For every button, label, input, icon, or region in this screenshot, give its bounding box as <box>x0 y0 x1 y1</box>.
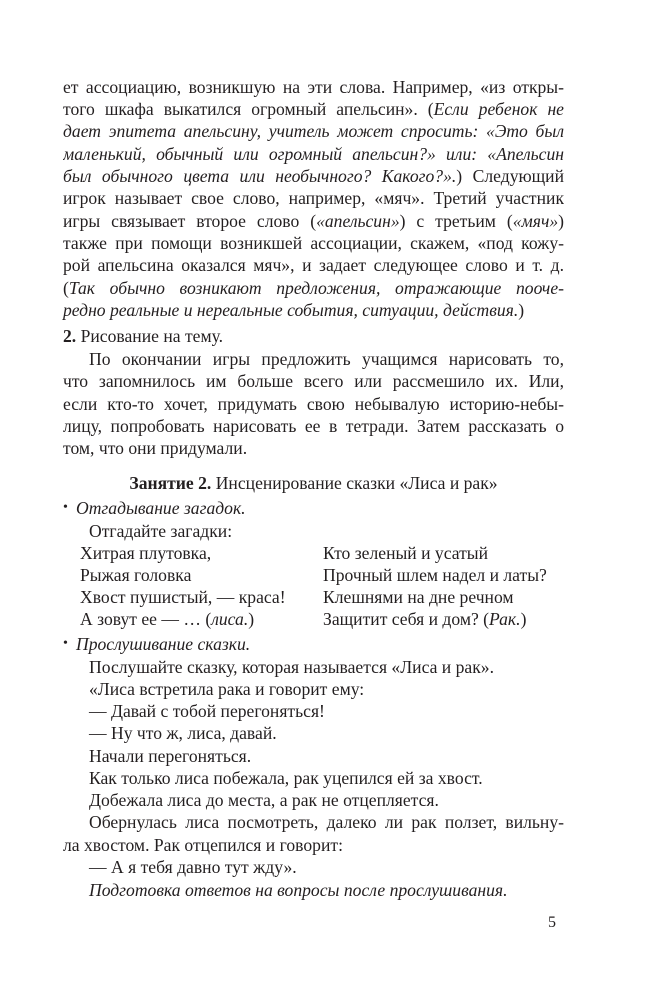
story-line: ла хвостом. Рак отцепился и говорит: <box>63 835 343 855</box>
text-line: ет ассоциацию, возникшую на эти слова. Например, «из откры- <box>63 77 564 97</box>
text-line: (Так обычно возникают предложения, отражающие пооче- <box>63 278 564 298</box>
story-line: Обернулась лиса посмотреть, далеко ли рак ползет, вильну- <box>89 812 564 832</box>
story-line: Как только лиса побежала, рак уцепился ей за хвост. <box>89 768 483 788</box>
story-line: Послушайте сказку, которая называется «Лиса и рак». <box>89 657 494 677</box>
listening-closing: Подготовка ответов на вопросы после прослушивания. <box>89 880 508 900</box>
text-line: если кто-то хочет, придумать свою небывалую историю-небы- <box>63 394 564 414</box>
text-line: также при помощи возникшей ассоциации, скажем, «под кожу- <box>63 233 564 253</box>
page-number: 5 <box>548 914 556 931</box>
lesson-title: Инсценирование сказки «Лиса и рак» <box>211 473 498 493</box>
riddles-heading: Отгадывание загадок. <box>76 498 246 518</box>
riddles-intro: Отгадайте загадки: <box>89 521 233 541</box>
story-line: — А я тебя давно тут жду». <box>89 857 297 877</box>
riddle-fox-line: А зовут ее — … (лиса.) <box>80 609 255 629</box>
lesson-heading <box>63 472 564 494</box>
text-line: дает эпитета апельсину, учитель может спросить: «Это был <box>63 121 564 141</box>
text-line: том, что они придумали. <box>63 438 248 458</box>
riddle-answer: лиса. <box>211 609 249 629</box>
bullet-icon: • <box>63 636 68 651</box>
riddle-crab-line: Защитит себя и дом? (Рак.) <box>323 609 527 629</box>
text-line: лицу, попробовать нарисовать ее в тетради. Затем рассказать о <box>63 416 564 436</box>
riddle-crab-line: Кто зеленый и усатый <box>323 543 489 563</box>
riddle-fox-line: Рыжая головка <box>80 565 192 585</box>
story-line: Начали перегоняться. <box>89 746 252 766</box>
riddle-fox-line: Хитрая плутовка, <box>80 543 212 563</box>
bullet-icon: • <box>63 500 68 515</box>
riddle-crab-line: Клешнями на дне речном <box>323 587 514 607</box>
text-line: рой апельсина оказался мяч», и задает следующее слово и т. д. <box>63 255 564 275</box>
text-line: был обычного цвета или необычного? Какого?».) Следующий <box>63 166 564 186</box>
section-heading <box>63 325 564 347</box>
riddle-answer: Рак. <box>489 609 521 629</box>
story-line: — Давай с тобой перегоняться! <box>89 701 325 721</box>
text-line: игрок называет свое слово, например, «мяч». Третий участник <box>63 188 564 208</box>
riddle-crab-line: Прочный шлем надел и латы? <box>323 565 547 585</box>
text-line: что запомнилось им больше всего или рассмешило их. Или, <box>63 371 564 391</box>
listening-heading: Прослушивание сказки. <box>76 634 251 654</box>
text-line: игры связывает второе слово («апельсин») с третьим («мяч») <box>63 211 564 231</box>
text-line: маленький, обычный или огромный апельсин?» или: «Апельсин <box>63 144 564 164</box>
text-line: того шкафа выкатился огромный апельсин». (Если ребенок не <box>63 99 564 119</box>
lesson-label: Занятие 2. <box>129 473 212 493</box>
story-line: Добежала лиса до места, а рак не отцепляется. <box>89 790 439 810</box>
section-number: 2. <box>63 326 77 346</box>
section-title: Рисование на тему. <box>76 326 224 346</box>
riddle-fox-line: Хвост пушистый, — краса! <box>80 587 286 607</box>
text-line: редно реальные и нереальные события, ситуации, действия.) <box>63 300 525 320</box>
story-line: «Лиса встретила рака и говорит ему: <box>89 679 365 699</box>
text-line: По окончании игры предложить учащимся нарисовать то, <box>89 349 564 369</box>
story-line: — Ну что ж, лиса, давай. <box>89 723 277 743</box>
